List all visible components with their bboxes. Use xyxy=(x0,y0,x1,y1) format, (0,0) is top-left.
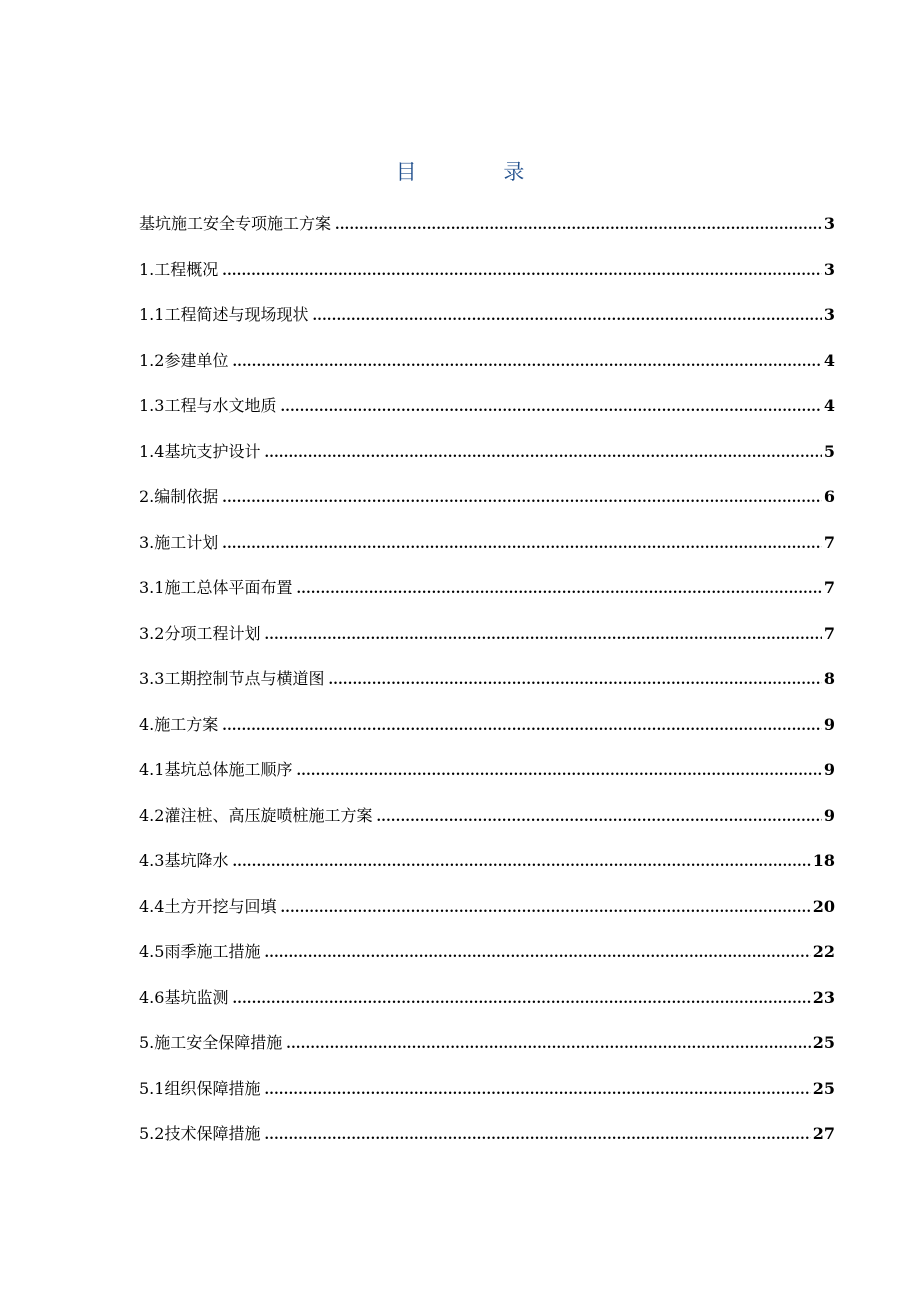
toc-entry-page: 3 xyxy=(823,305,835,324)
toc-entry-label: 4.6基坑监测 xyxy=(139,987,229,1007)
toc-entry[interactable] xyxy=(139,573,835,619)
toc-entry-page: 3 xyxy=(823,259,835,279)
toc-dot-leader xyxy=(280,894,810,924)
toc-entry-page: 7 xyxy=(823,623,835,643)
toc-dot-leader xyxy=(296,575,821,605)
toc-entry[interactable] xyxy=(139,892,835,938)
toc-entry[interactable] xyxy=(139,619,835,665)
toc-entry[interactable] xyxy=(139,255,835,301)
toc-entry-label: 2.编制依据 xyxy=(139,487,219,506)
toc-entry-page: 4 xyxy=(823,350,835,370)
toc-entry-label: 1.工程概况 xyxy=(139,259,219,279)
toc-entry-label: 4.2灌注桩、高压旋喷桩施工方案 xyxy=(139,805,373,825)
toc-dot-leader xyxy=(264,1076,810,1106)
toc-entry[interactable] xyxy=(139,437,835,483)
toc-entry-label: 1.1工程简述与现场现状 xyxy=(139,305,309,324)
toc-entry[interactable] xyxy=(139,346,835,392)
toc-dot-leader xyxy=(232,848,810,878)
toc-entry-label: 4.5雨季施工措施 xyxy=(139,942,261,961)
toc-entry-page: 3 xyxy=(823,214,835,233)
toc-dot-leader xyxy=(264,621,821,651)
toc-entry-label: 4.施工方案 xyxy=(139,714,219,734)
toc-dot-leader xyxy=(222,530,822,560)
toc-dot-leader xyxy=(296,757,821,787)
toc-entry-label: 3.3工期控制节点与横道图 xyxy=(139,669,325,688)
toc-entry[interactable] xyxy=(139,710,835,756)
toc-entry-label: 1.3工程与水文地质 xyxy=(139,396,277,415)
toc-entry-label: 3.施工计划 xyxy=(139,532,219,552)
toc-entry-page: 9 xyxy=(823,714,835,734)
toc-entry-label: 基坑施工安全专项施工方案 xyxy=(139,214,332,233)
toc-entry[interactable] xyxy=(139,846,835,892)
toc-dot-leader xyxy=(328,666,821,696)
toc-entry[interactable] xyxy=(139,300,835,346)
toc-entry[interactable] xyxy=(139,983,835,1029)
toc-dot-leader xyxy=(222,257,822,287)
toc-entry-label: 5.施工安全保障措施 xyxy=(139,1033,283,1052)
toc-dot-leader xyxy=(335,211,822,241)
toc-entry-page: 7 xyxy=(823,532,835,552)
toc-entry[interactable] xyxy=(139,937,835,983)
toc-dot-leader xyxy=(222,712,822,742)
toc-entry[interactable] xyxy=(139,528,835,574)
toc-entry-label: 3.1施工总体平面布置 xyxy=(139,578,293,597)
toc-entry[interactable] xyxy=(139,1074,835,1120)
toc-entry-page: 4 xyxy=(823,396,835,415)
toc-entry-page: 23 xyxy=(812,987,835,1007)
toc-entry-page: 8 xyxy=(823,669,835,688)
toc-dot-leader xyxy=(222,484,822,514)
toc-entry-page: 25 xyxy=(812,1078,835,1098)
toc-entry[interactable] xyxy=(139,391,835,437)
toc-entry-page: 25 xyxy=(812,1033,835,1052)
toc-entry-page: 9 xyxy=(823,805,835,825)
toc-entry[interactable] xyxy=(139,209,835,255)
toc-entry-page: 22 xyxy=(812,942,835,961)
toc-entry-label: 3.2分项工程计划 xyxy=(139,623,261,643)
toc-entry[interactable] xyxy=(139,755,835,801)
toc-entry[interactable] xyxy=(139,801,835,847)
toc-entry-label: 5.2技术保障措施 xyxy=(139,1124,261,1143)
toc-dot-leader xyxy=(264,1121,810,1151)
toc-dot-leader xyxy=(286,1030,810,1060)
toc-entry-page: 18 xyxy=(812,851,835,870)
toc-dot-leader xyxy=(264,939,810,969)
toc-entry-page: 27 xyxy=(812,1124,835,1143)
toc-entry-page: 9 xyxy=(823,760,835,779)
toc-list xyxy=(139,209,835,1165)
toc-dot-leader xyxy=(376,803,821,833)
toc-dot-leader xyxy=(232,348,821,378)
toc-entry-label: 4.4土方开挖与回填 xyxy=(139,896,277,916)
toc-entry-label: 4.1基坑总体施工顺序 xyxy=(139,760,293,779)
toc-entry-label: 1.4基坑支护设计 xyxy=(139,441,261,461)
toc-entry[interactable] xyxy=(139,664,835,710)
toc-dot-leader xyxy=(280,393,821,423)
toc-title: 目 录 xyxy=(395,160,565,184)
toc-entry-label: 1.2参建单位 xyxy=(139,350,229,370)
toc-entry-page: 6 xyxy=(823,487,835,506)
toc-entry-page: 7 xyxy=(823,578,835,597)
toc-entry-page: 5 xyxy=(823,441,835,461)
toc-entry[interactable] xyxy=(139,1119,835,1165)
toc-dot-leader xyxy=(312,302,821,332)
toc-entry-page: 20 xyxy=(812,896,835,916)
toc-entry[interactable] xyxy=(139,1028,835,1074)
toc-dot-leader xyxy=(264,439,821,469)
toc-entry-label: 5.1组织保障措施 xyxy=(139,1078,261,1098)
toc-entry-label: 4.3基坑降水 xyxy=(139,851,229,870)
toc-dot-leader xyxy=(232,985,810,1015)
toc-entry[interactable] xyxy=(139,482,835,528)
